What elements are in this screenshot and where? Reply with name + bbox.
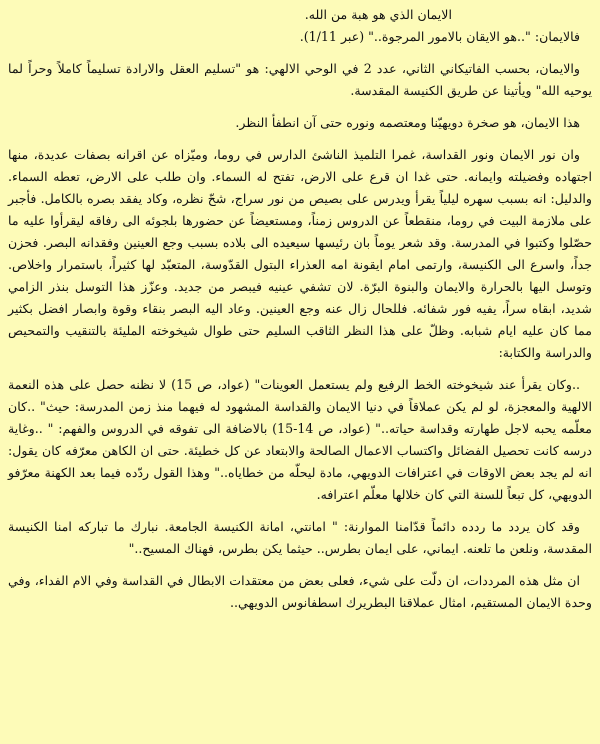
paragraph-old-age-reading: ..وكان يقرأ عند شيخوخته الخط الرفيع ولم يستعمل العوينات" (عواد، ص 15) لا نظنه حصل على هذه النعمة الالهية والمعجزة، لو لم يكن عملاقاً في دنيا الايمان والقداسة المشهود له فيهما منذ زمن المدرسة: حيث" ..كان معلّمه يحبه لاجل طهارته وقداسة حياته.." (عواد، ص 14-15) بالاضافة الى تفوقه في الدروس والفهم: " ..وغاية درسه كانت تحصيل الفضائل واكتساب الاعمال الصالحة والابتعاد عن كل خطيئة. حتى ان الكاهن معرّفه كان يقول: انه لم يجد بعض الاوقات في اعترافات الدويهي، مادة ليحلّه من خطاياه.." وهذا القول ردّده فيما بعد الكهنة معرّفو الدويهي، كل تبعاً للسنة التي كان خلالها معلّم اعترافه.	[8, 377, 592, 502]
paragraph-rome-student: وان نور الايمان ونور القداسة، غمرا التلميذ الناشئ الدارس في روما، وميّزاه عن اقرانه بصفات عديدة، منها اجتهاده وفضيلته وايمانه. حتى غدا ان قرع على الارض، تفتح له السماء. وان طلب على الارض، تعطه السماء. والدليل: انه بسبب سهره ليلياً يقرأ ويدرس على بصيص من نور سراج، شحّ نظره، وكاد يفقد بصره بالكامل. فأجبر على ملازمة البيت في روما، منقطعاً عن الدروس زمناً، ومستعيضاً عن حضورها بلجوئه الى رفاقه ليقرأوا عليه ما حصّلوا وكتبوا في المدرسة. وقد شعر يوماً بان رئيسها سيعيده الى بلاده بسبب وجع العينين وفقدانه البصر. فحزن جداً، واسرع الى الكنيسة، وارتمى امام ايقونة امه العذراء البتول القدّوسة، المتعبّد لها كثيراً، باستمرار واخلاص. وتوسل اليها بالحرارة والايمان والبنوة البرّة. لان تشفي عينيه فيبصر من جديد. وعزّز هذا التوسل بنذر الزامي شديد، ابقاه سراً، يفيه فور شفائه. فللحال زال عنه وجع العينين. وعاد اليه البصر بنقاء وقوة وابصار افضل بكثير مما كان عليه ايام شبابه. وظلّ على هذا النظر الثاقب السليم حتى طوال شيخوخته المليئة بالتنقيب والتمحيص والدراسة والكتابة:	[8, 147, 592, 360]
paragraph-rock-of-faith: هذا الايمان، هو صخرة دويهيّنا ومعتصمه ونوره حتى آن انطفأ النظر.	[235, 115, 580, 130]
paragraph-gift-of-faith: الايمان الذي هو هبة من الله.	[304, 7, 452, 22]
paragraph-vatican-council: والايمان، بحسب الفاتيكاني الثاني، عدد 2 في الوحي الالهي: هو "تسليم العقل والارادة تسليماً كاملاً وحراً لما يوحيه الله" ويأتينا عن طريق الكنيسة المقدسة.	[8, 61, 592, 98]
paragraph-maronite-creed: وقد كان يردد ما ردده دائماً قدّامنا الموارنة: " امانتي، امانة الكنيسة الجامعة. نبارك ما تباركه امنا الكنيسة المقدسة، ونلعن ما تلعنه. ايماني، على ايمان بطرس.. حيثما يكن بطرس، فهناك المسيح.."	[8, 519, 592, 556]
paragraph-conclusion: ان مثل هذه المرددات، ان دلّت على شيء، فعلى بعض من معتقدات الابطال في القداسة وفي الام الفداء، وفي وحدة الايمان المستقيم، امثال عملاقنا البطريرك اسطفانوس الدويهي..	[8, 573, 592, 610]
paragraph-faith-definition: فالايمان: "..هو الايقان بالامور المرجوة.." (عبر 1/11).	[299, 29, 580, 44]
